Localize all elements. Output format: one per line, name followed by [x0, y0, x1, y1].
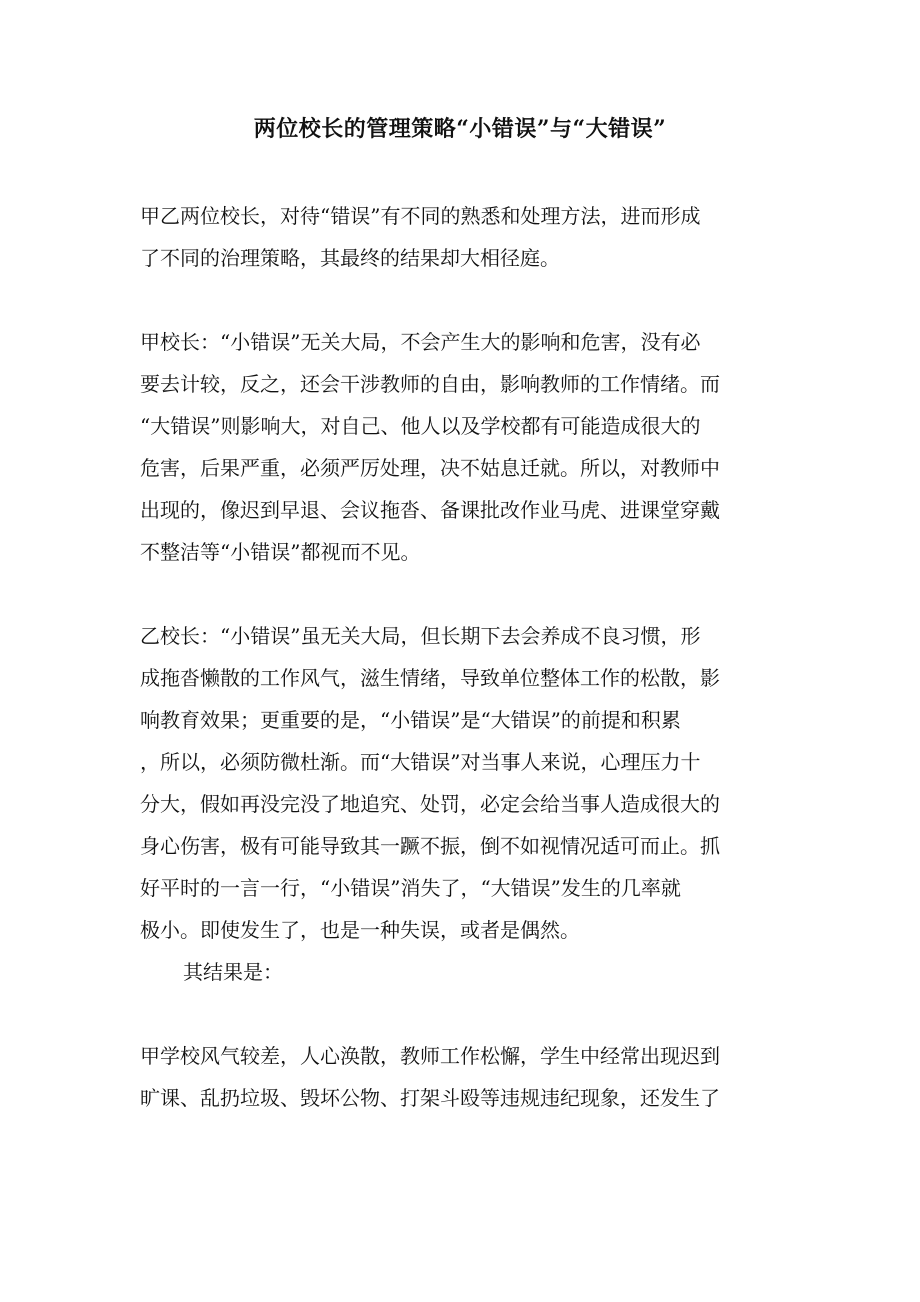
paragraph-line: 不整洁等“小错误”都视而不见。: [140, 540, 421, 564]
paragraph-line: 响教育效果；更重要的是，“小错误”是“大错误”的前提和积累: [140, 708, 681, 732]
paragraph-line: 乙校长：“小错误”虽无关大局，但长期下去会养成不良习惯，形: [140, 624, 701, 648]
paragraph-result-a: [140, 1035, 772, 1119]
paragraph-result-heading: [183, 951, 815, 993]
paragraph-line: 身心伤害，极有可能导致其一蹶不振，倒不如视情况适可而止。抓: [140, 834, 720, 858]
paragraph-line: 甲校长：“小错误”无关大局，不会产生大的影响和危害，没有必: [140, 330, 701, 354]
paragraph-line: 极小。即使发生了，也是一种失误，或者是偶然。: [140, 918, 580, 942]
paragraph-line: 危害，后果严重，必须严厉处理，决不姑息迁就。所以，对教师中: [140, 456, 720, 480]
paragraph-line: “大错误”则影响大，对自己、他人以及学校都有可能造成很大的: [140, 414, 701, 438]
paragraph-line: 好平时的一言一行，“小错误”消失了，“大错误”发生的几率就: [140, 876, 681, 900]
paragraph-line: ，所以，必须防微杜渐。而“大错误”对当事人来说，心理压力十: [140, 750, 701, 774]
paragraph-line: 甲乙两位校长，对待“错误”有不同的熟悉和处理方法，进而形成: [140, 204, 701, 228]
paragraph-principal-b: [140, 615, 772, 951]
paragraph-line: 分大，假如再没完没了地追究、处罚，必定会给当事人造成很大的: [140, 792, 720, 816]
paragraph-intro: [140, 195, 772, 279]
paragraph-line: 成拖沓懒散的工作风气，滋生情绪，导致单位整体工作的松散，影: [140, 666, 720, 690]
paragraph-line: 要去计较，反之，还会干涉教师的自由，影响教师的工作情绪。而: [140, 372, 720, 396]
document-title: 两位校长的管理策略“小错误”与“大错误”: [253, 116, 667, 142]
paragraph-principal-a: [140, 321, 772, 573]
paragraph-line: 旷课、乱扔垃圾、毁坏公物、打架斗殴等违规违纪现象，还发生了: [140, 1086, 720, 1110]
paragraph-line: 了不同的治理策略，其最终的结果却大相径庭。: [140, 246, 560, 270]
paragraph-line: 出现的，像迟到早退、会议拖沓、备课批改作业马虎、进课堂穿戴: [140, 498, 720, 522]
paragraph-line: 甲学校风气较差，人心涣散，教师工作松懈，学生中经常出现迟到: [140, 1044, 720, 1068]
paragraph-line: 其结果是：: [183, 960, 283, 984]
